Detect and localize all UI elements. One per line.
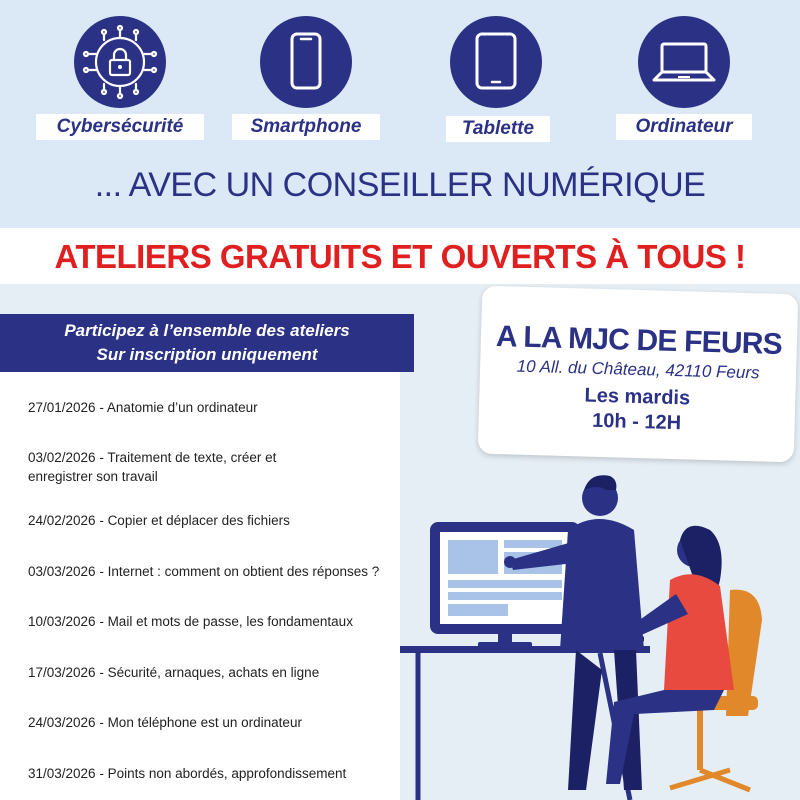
workshops-header-line2: Sur inscription uniquement (96, 345, 318, 364)
venue-address: 10 All. du Château, 42110 Feurs (516, 356, 760, 383)
laptop-icon (638, 16, 730, 108)
list-item: 27/01/2026 - Anatomie d’un ordinateur (28, 400, 258, 415)
cybersecurity-icon (74, 16, 166, 108)
venue-name: A LA MJC DE FEURS (495, 320, 783, 361)
list-item: 24/02/2026 - Copier et déplacer des fichiers (28, 513, 290, 528)
people-at-computer-illustration (400, 470, 800, 800)
list-item: 24/03/2026 - Mon téléphone est un ordinateur (28, 715, 302, 730)
icon-label-computer: Ordinateur (616, 114, 752, 140)
icon-label-cybersecurity: Cybersécurité (36, 114, 204, 140)
list-item: 31/03/2026 - Points non abordés, approfondissement (28, 766, 347, 781)
workshops-list (0, 372, 400, 800)
tablet-icon (450, 16, 542, 108)
list-item: 17/03/2026 - Sécurité, arnaques, achats en ligne (28, 665, 320, 680)
banner-text: ATELIERS GRATUITS ET OUVERTS À TOUS ! (54, 238, 746, 275)
list-item: 03/03/2026 - Internet : comment on obtient des réponses ? (28, 564, 380, 579)
venue-day: Les mardis (584, 384, 691, 410)
venue-card (478, 286, 799, 463)
list-item: 10/03/2026 - Mail et mots de passe, les fondamentaux (28, 614, 353, 629)
headline: ... AVEC UN CONSEILLER NUMÉRIQUE (94, 166, 706, 204)
icon-label-tablet: Tablette (446, 116, 550, 142)
smartphone-icon (260, 16, 352, 108)
workshops-header-line1: Participez à l’ensemble des ateliers (64, 321, 350, 340)
banner-band (0, 228, 800, 284)
workshops-header (0, 314, 414, 372)
icon-label-smartphone: Smartphone (232, 114, 380, 140)
venue-time: 10h - 12H (591, 409, 682, 435)
list-item: 03/02/2026 - Traitement de texte, créer et enregistrer son travail (28, 450, 277, 484)
